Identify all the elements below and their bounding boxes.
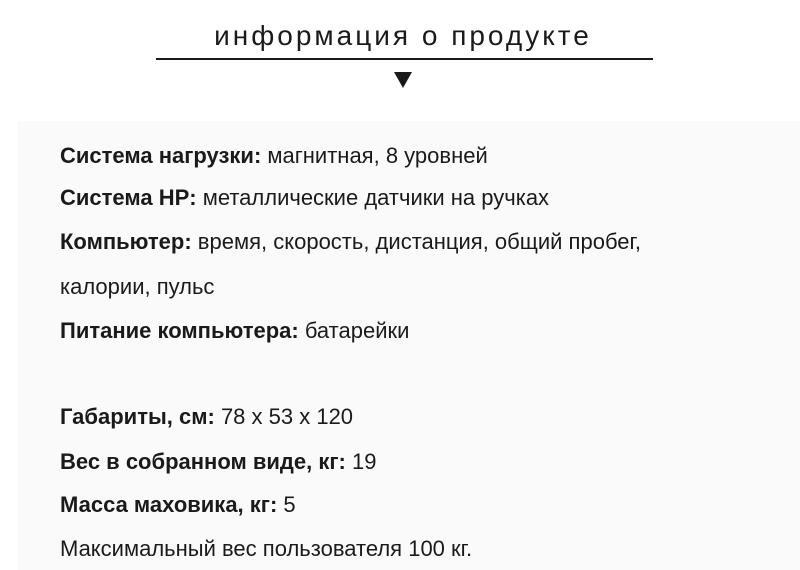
spec-flywheel xyxy=(60,492,296,518)
spec-label: Питание компьютера: xyxy=(60,318,299,343)
spec-value: батарейки xyxy=(298,318,410,343)
spec-label: Компьютер: xyxy=(60,229,192,254)
spec-label: Вес в собранном виде, кг: xyxy=(60,449,346,474)
down-arrow-icon xyxy=(394,72,412,88)
spec-load-system xyxy=(60,143,488,169)
spec-computer-continued xyxy=(60,274,214,300)
spec-computer xyxy=(60,229,641,255)
header xyxy=(0,0,800,120)
spec-value: 5 xyxy=(277,492,296,517)
spec-computer-power xyxy=(60,318,409,344)
spec-label: Масса маховика, кг: xyxy=(60,492,278,517)
spec-value: магнитная, 8 уровней xyxy=(261,143,488,168)
title-underline xyxy=(156,58,653,60)
section-title: информация о продукте xyxy=(214,20,592,51)
spec-value: время, скорость, дистанция, общий пробег, xyxy=(191,229,641,254)
spec-value: 78 х 53 х 120 xyxy=(214,404,354,429)
spec-hr-system xyxy=(60,185,549,211)
spec-weight xyxy=(60,449,376,475)
spec-dimensions xyxy=(60,404,353,430)
spec-value: Максимальный вес пользователя 100 кг. xyxy=(60,536,473,561)
spec-label: Система HP: xyxy=(60,185,197,210)
spec-label: Габариты, см: xyxy=(60,404,215,429)
spec-max-user-weight xyxy=(60,536,472,562)
spec-value: калории, пульс xyxy=(60,274,215,299)
spec-value: металлические датчики на ручках xyxy=(196,185,550,210)
spec-label: Система нагрузки: xyxy=(60,143,262,168)
spec-value: 19 xyxy=(345,449,377,474)
